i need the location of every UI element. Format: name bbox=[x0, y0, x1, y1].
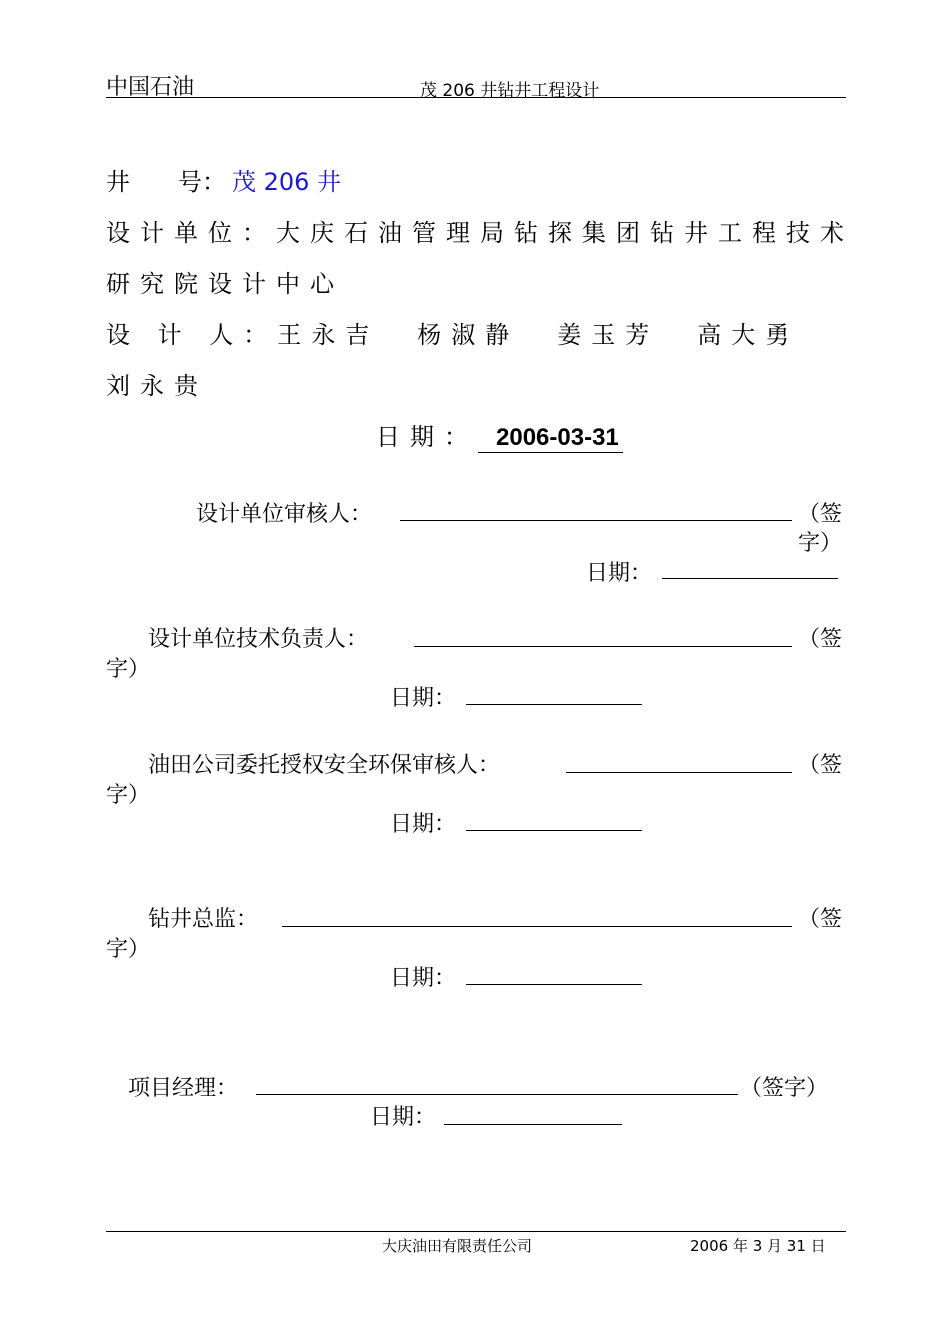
drilling-supervisor-label: 钻井总监： bbox=[148, 907, 259, 932]
design-reviewer-date-label: 日期： bbox=[586, 561, 653, 586]
technical-lead-date-line bbox=[466, 704, 642, 705]
project-manager-date-line bbox=[444, 1124, 622, 1125]
header-divider bbox=[106, 97, 846, 98]
design-date-value: 2006-03-31 bbox=[478, 424, 623, 453]
technical-lead-label: 设计单位技术负责人： bbox=[148, 627, 369, 652]
signature-note: 字） bbox=[106, 657, 151, 682]
drilling-supervisor-date-line bbox=[466, 984, 642, 985]
safety-reviewer-date-label: 日期： bbox=[390, 812, 457, 837]
drilling-supervisor-signature-line bbox=[282, 926, 792, 927]
signature-note: 字） bbox=[106, 937, 151, 962]
technical-lead-signature-line bbox=[414, 646, 792, 647]
signature-note: （签 bbox=[798, 502, 843, 527]
designer-name: 刘永贵 bbox=[106, 372, 208, 400]
design-date-row bbox=[376, 417, 623, 453]
technical-lead-date-label: 日期： bbox=[390, 686, 457, 711]
design-reviewer-label: 设计单位审核人： bbox=[196, 502, 373, 527]
well-number-value: 茂 206 井 bbox=[232, 168, 342, 196]
well-number-label: 井 号： bbox=[106, 168, 226, 196]
footer-date: 2006 年 3 月 31 日 bbox=[690, 1237, 826, 1255]
safety-reviewer-date-line bbox=[466, 830, 642, 831]
design-reviewer-signature-line bbox=[400, 520, 792, 521]
drilling-supervisor-date-label: 日期： bbox=[390, 966, 457, 991]
designer-name: 高大勇 bbox=[697, 321, 800, 349]
design-unit-value-continued: 研究院设计中心 bbox=[106, 270, 344, 298]
design-date-label: 日期： bbox=[376, 423, 478, 451]
safety-reviewer-label: 油田公司委托授权安全环保审核人： bbox=[148, 753, 501, 778]
signature-note: 字） bbox=[798, 531, 843, 556]
well-number-row bbox=[106, 162, 341, 197]
header-organization: 中国石油 bbox=[106, 75, 195, 100]
designers-label: 设 计 人： bbox=[106, 321, 278, 349]
header-document-title: 茂 206 井钻井工程设计 bbox=[420, 81, 600, 101]
designers-row bbox=[106, 315, 799, 350]
designer-name: 杨淑静 bbox=[417, 321, 520, 349]
designer-name: 姜玉芳 bbox=[557, 321, 660, 349]
signature-note: （签 bbox=[798, 627, 843, 652]
design-unit-label: 设计单位： bbox=[106, 219, 276, 247]
safety-reviewer-signature-line bbox=[566, 772, 792, 773]
signature-note: 字） bbox=[106, 783, 151, 808]
project-manager-date-label: 日期： bbox=[370, 1105, 437, 1130]
footer-divider bbox=[106, 1231, 846, 1232]
design-unit-value: 大庆石油管理局钻探集团钻井工程技术 bbox=[276, 219, 854, 247]
project-manager-signature-line bbox=[256, 1094, 738, 1095]
signature-note: （签 bbox=[798, 907, 843, 932]
design-reviewer-date-line bbox=[662, 578, 838, 579]
designer-name: 王永吉 bbox=[277, 321, 380, 349]
design-unit-row bbox=[106, 213, 854, 248]
signature-note: （签字） bbox=[740, 1076, 829, 1101]
footer-company: 大庆油田有限责任公司 bbox=[382, 1237, 533, 1255]
project-manager-label: 项目经理： bbox=[128, 1076, 239, 1101]
signature-note: （签 bbox=[798, 753, 843, 778]
